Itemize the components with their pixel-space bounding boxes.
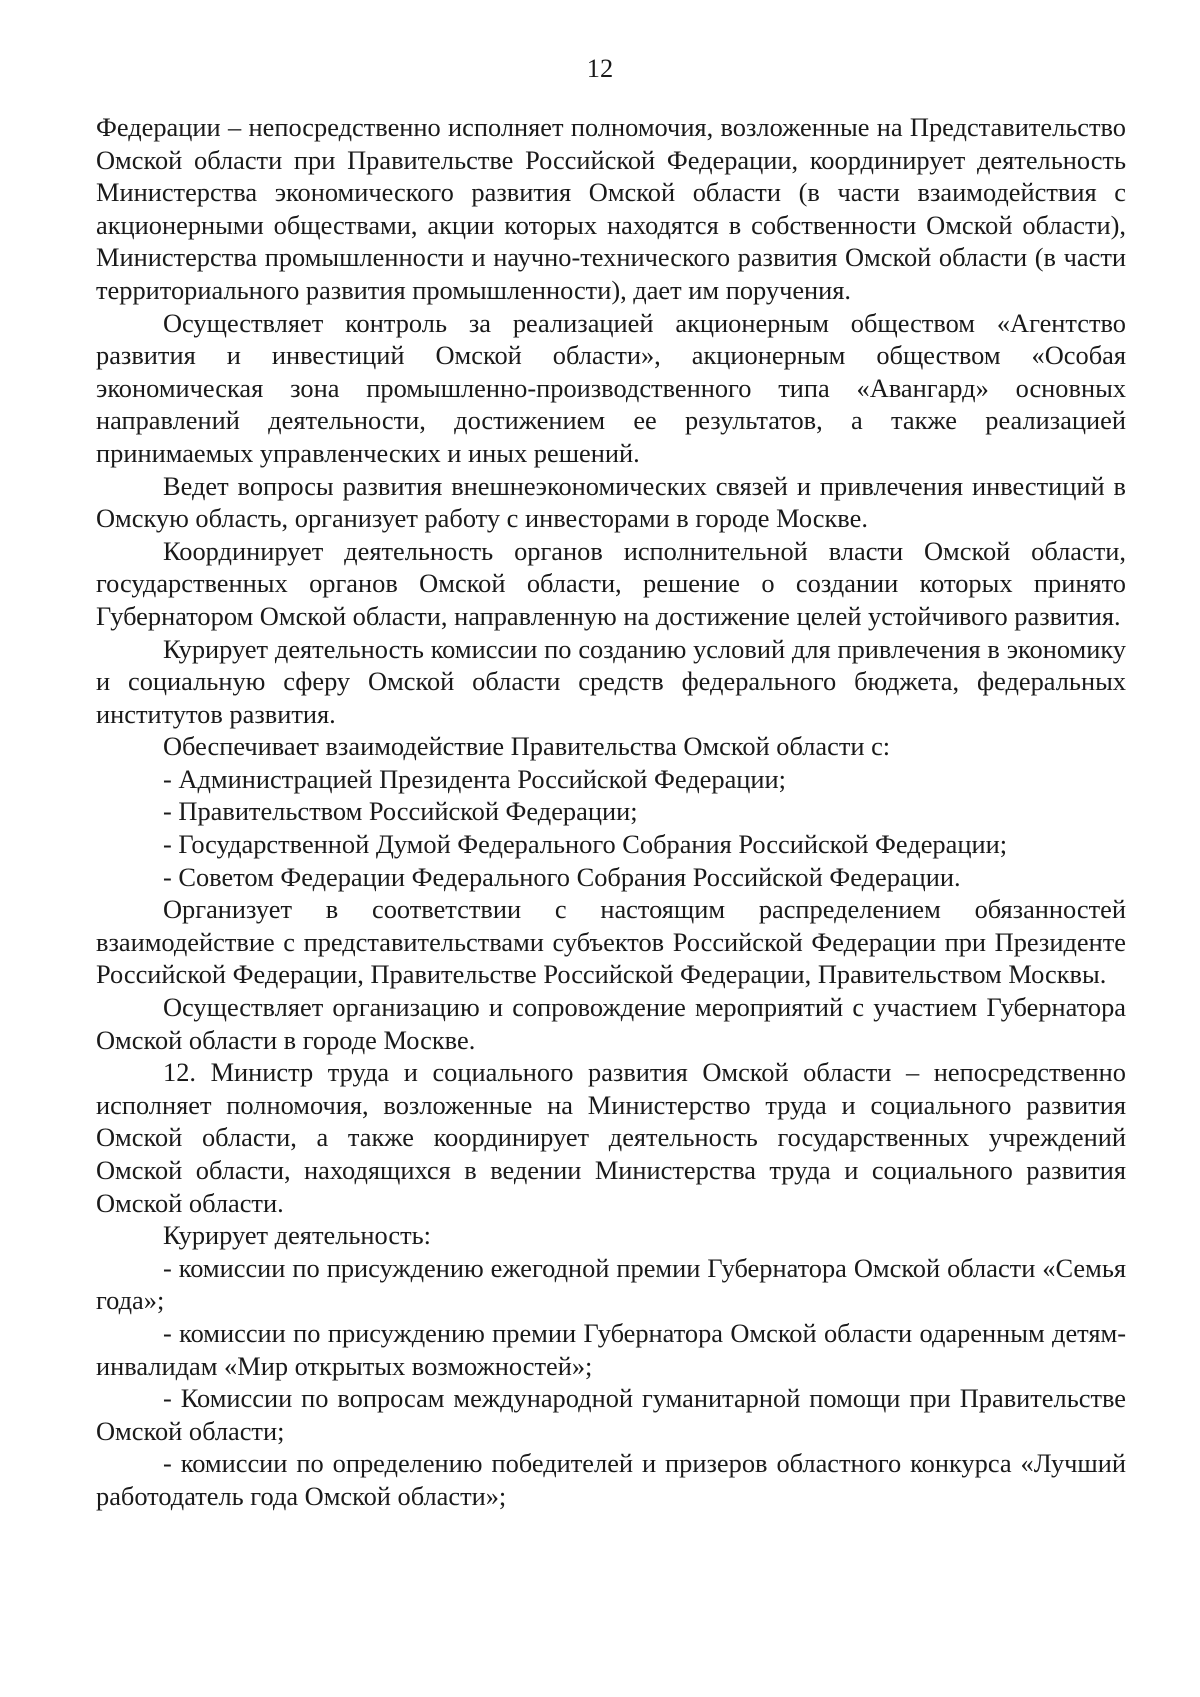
list-item: - комиссии по определению победителей и призеров областного конкурса «Лучший работодатель года Омской области»; <box>96 1448 1126 1511</box>
paragraph-interaction-intro: Обеспечивает взаимодействие Правительства Омской области с: <box>163 731 891 762</box>
list-item: - Комиссии по вопросам международной гуманитарной помощи при Правительстве Омской области; <box>96 1383 1126 1446</box>
paragraph-foreign-economic: Ведет вопросы развития внешнеэкономических связей и привлечения инвестиций в Омскую область, организует работу с инвесторами в городе Москве. <box>96 470 1126 534</box>
paragraph-sustainable-development: Координирует деятельность органов исполнительной власти Омской области, государственных органов Омской области, решение о создании которых принято Губернатором Омской области, направленную на достижение целей устойчивого развития. <box>96 535 1126 631</box>
paragraph-continuation: Федерации – непосредственно исполняет полномочия, возложенные на Представительство Омской области при Правительстве Российской Федерации, координирует деятельность Министерства экономического развития Омской области (в части взаимодействия с акционерными обществами, акции которых находятся в собственности Омской области), Министерства промышленности и научно-технического развития Омской области (в части территориального развития промышленности), дает им поручения. <box>96 112 1126 305</box>
document-body <box>96 111 1126 1513</box>
paragraph-federal-funds-commission: Курирует деятельность комиссии по созданию условий для привлечения в экономику и социальную сферу Омской области средств федерального бюджета, федеральных институтов развития. <box>96 633 1126 729</box>
list-item: - Правительством Российской Федерации; <box>163 796 638 827</box>
paragraph-representative-offices: Организует в соответствии с настоящим распределением обязанностей взаимодействие с представительствами субъектов Российской Федерации при Президенте Российской Федерации, Правительстве Российской Федерации, Правительством Москвы. <box>96 894 1126 990</box>
list-item: - комиссии по присуждению премии Губернатора Омской области одаренным детям-инвалидам «Мир открытых возможностей»; <box>96 1317 1126 1381</box>
list-item: - Администрацией Президента Российской Федерации; <box>163 763 786 794</box>
list-item: - комиссии по присуждению ежегодной премии Губернатора Омской области «Семья года»; <box>96 1252 1126 1316</box>
paragraph-governor-events: Осуществляет организацию и сопровождение мероприятий с участием Губернатора Омской области в городе Москве. <box>96 992 1126 1055</box>
list-item: - Советом Федерации Федерального Собрания Российской Федерации. <box>163 861 961 892</box>
paragraph-section-12: 12. Министр труда и социального развития Омской области – непосредственно исполняет полномочия, возложенные на Министерство труда и социального развития Омской области, а также координирует деятельность государственных учреждений Омской области, находящихся в ведении Министерства труда и социального развития Омской области. <box>96 1057 1126 1218</box>
paragraph-control-agencies: Осуществляет контроль за реализацией акционерным обществом «Агентство развития и инвестиций Омской области», акционерным обществом «Особая экономическая зона промышленно-производственного типа «Авангард» основных направлений деятельности, достижением ее результатов, а также реализацией принимаемых управленческих и иных решений. <box>96 307 1126 468</box>
page-number: 12 <box>586 53 614 83</box>
paragraph-curates-intro: Курирует деятельность: <box>163 1220 431 1251</box>
list-item: - Государственной Думой Федерального Собрания Российской Федерации; <box>163 829 1008 860</box>
